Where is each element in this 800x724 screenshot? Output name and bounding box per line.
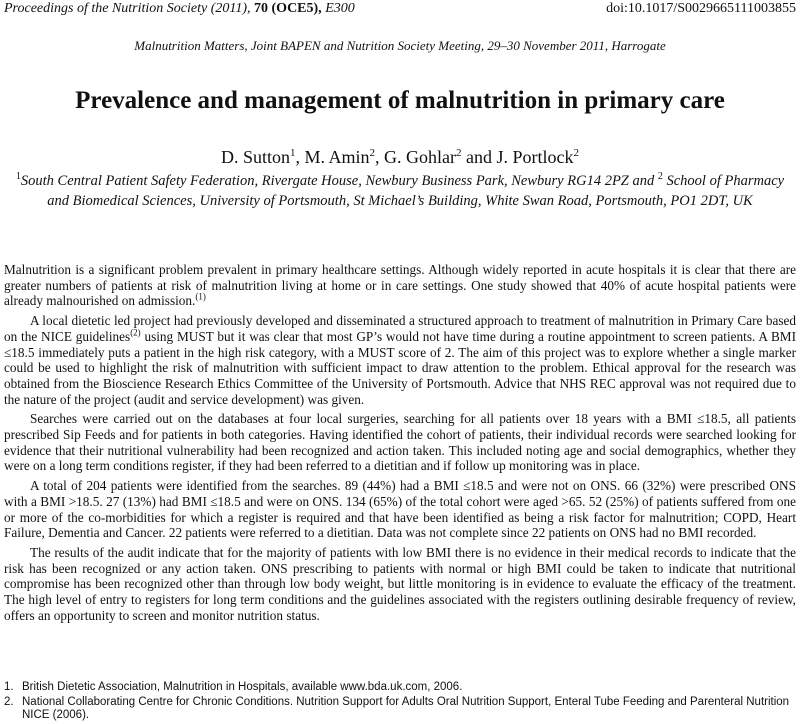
author-separator: and [461, 147, 497, 167]
affiliations [4, 172, 796, 211]
paragraph-methods: Searches were carried out on the databases at four local surgeries, searching for all patients over 18 years with a BMI ≤18.5, all patients prescribed Sip Feeds and for patients in both categories. Having identified the cohort of patients, their individual records were searched looking for evidence that their nutritional vulnerability had been recognized and action taken. This included noting age and social demographics, whether they were on a long term conditions register, if they had been referred to a dietitian and if follow up monitoring was in place. [4, 411, 796, 474]
running-header [4, 0, 796, 18]
author-affiliation-mark: 2 [573, 147, 580, 159]
author-separator: , [375, 147, 385, 167]
reference-item [4, 696, 796, 723]
reference-item [4, 681, 796, 695]
affiliation-mark: 1 [15, 171, 21, 183]
paragraph-text: Malnutrition is a significant problem prevalent in primary healthcare settings. Although widely reported in acute hospitals it is clear that there are greater numbers of patients at risk of malnutrition living at home or in care settings. One study showed that 40% of acute hospital patients were already malnourished on admission. [4, 262, 796, 309]
reference-number: 1. [4, 681, 14, 693]
article-title: Prevalence and management of malnutrition in primary care [75, 87, 725, 114]
meeting-line: Malnutrition Matters, Joint BAPEN and Nutrition Society Meeting, 29–30 November 2011, Harrogate [134, 38, 666, 53]
paragraph-conclusion: The results of the audit indicate that for the majority of patients with low BMI there is no evidence in their medical records to indicate that the risk has been recognized or any action taken. ONS prescribing to patients with normal or high BMI could be taken to indicate that nutritional compromise has been recognized other than through low body weight, but little monitoring is in evidence to evaluate the efficacy of the treatment. The high level of entry to registers for long term conditions and the guidelines associated with the registers outlining desirable frequency of review, offers an opportunity to screen and monitor nutrition status. [4, 544, 796, 623]
reference-list [4, 681, 796, 724]
doi-link[interactable]: doi:10.1017/S0029665111003855 [606, 1, 796, 16]
paragraph-text: A local dietetic led project had previously developed and disseminated a structured approach to treatment of malnutrition in Primary Care based on the NICE guidelines [4, 313, 796, 344]
reference-number: 2. [4, 695, 14, 708]
author-affiliation-mark: 1 [290, 147, 296, 159]
affiliation-1: South Central Patient Safety Federation, Rivergate House, Newbury Business Park, Newbury RG14 2PZ and [20, 173, 658, 189]
author-list [0, 146, 800, 168]
author-name: G. Gohlar [384, 147, 456, 167]
paragraph-introduction [4, 262, 796, 309]
reference-text: National Collaborating Centre for Chronic Conditions. Nutrition Support for Adults Oral Nutrition Support, Enteral Tube Feeding and Parenteral Nutrition NICE (2006). [22, 695, 790, 722]
paragraph-aims [4, 313, 796, 407]
abstract-body [4, 262, 796, 627]
author-separator: , [295, 147, 305, 167]
reference-text: British Dietetic Association, Malnutrition in Hospitals, available www.bda.uk.com, 2006. [22, 681, 463, 693]
affiliation-mark: 2 [657, 171, 663, 183]
author-name: M. Amin [304, 147, 370, 167]
author-affiliation-mark: 2 [369, 147, 376, 159]
citation-ref[interactable]: (1) [195, 292, 206, 302]
journal-citation [4, 0, 355, 18]
journal-name: Proceedings of the Nutrition Society [4, 1, 208, 16]
journal-page: E300 [325, 1, 355, 16]
paragraph-results: A total of 204 patients were identified from the searches. 89 (44%) had a BMI ≤18.5 and were not on ONS. 66 (32%) were prescribed ONS with a BMI >18.5. 27 (13%) had BMI ≤18.5 and were on ONS. 134 (65%) of the total cohort were aged >65. 52 (25%) of patients suffered from one or more of the co-morbidities for which a register is required and that have been identified as being a risk factor for malnutrition; COPD, Heart Failure, Dementia and Cancer. 22 patients were referred to a dietitian. Data was not complete since 22 patients on ONS had no BMI recorded. [4, 478, 796, 541]
paragraph-text: using MUST but it was clear that most GP’s would not have time during a routine appointment to screen patients. A BMI ≤18.5 immediately puts a patient in the high risk category, with a MUST score of 2. The aim of this project was to explore whether a single marker could be used to highlight the risk of malnutrition with sufficient impact to draw attention to the problem. Ethical approval for the research was obtained from the Bioscience Research Ethics Committee of the University of Portsmouth. Advice that NHS REC approval was not required due to the nature of the project (audit and service development) was given. [4, 328, 797, 407]
author-name: D. Sutton [220, 147, 290, 167]
journal-year: (2011), [210, 1, 251, 16]
affiliation-2: School of Pharmacy and Biomedical Sciences, University of Portsmouth, St Michael’s Building, White Swan Road, Portsmouth, PO1 2DT, UK [47, 173, 785, 209]
author-affiliation-mark: 2 [456, 147, 462, 159]
journal-volume: 70 [254, 1, 269, 16]
journal-issue: (OCE5), [271, 1, 322, 16]
citation-ref[interactable]: (2) [130, 327, 141, 338]
author-name: J. Portlock [496, 147, 574, 167]
